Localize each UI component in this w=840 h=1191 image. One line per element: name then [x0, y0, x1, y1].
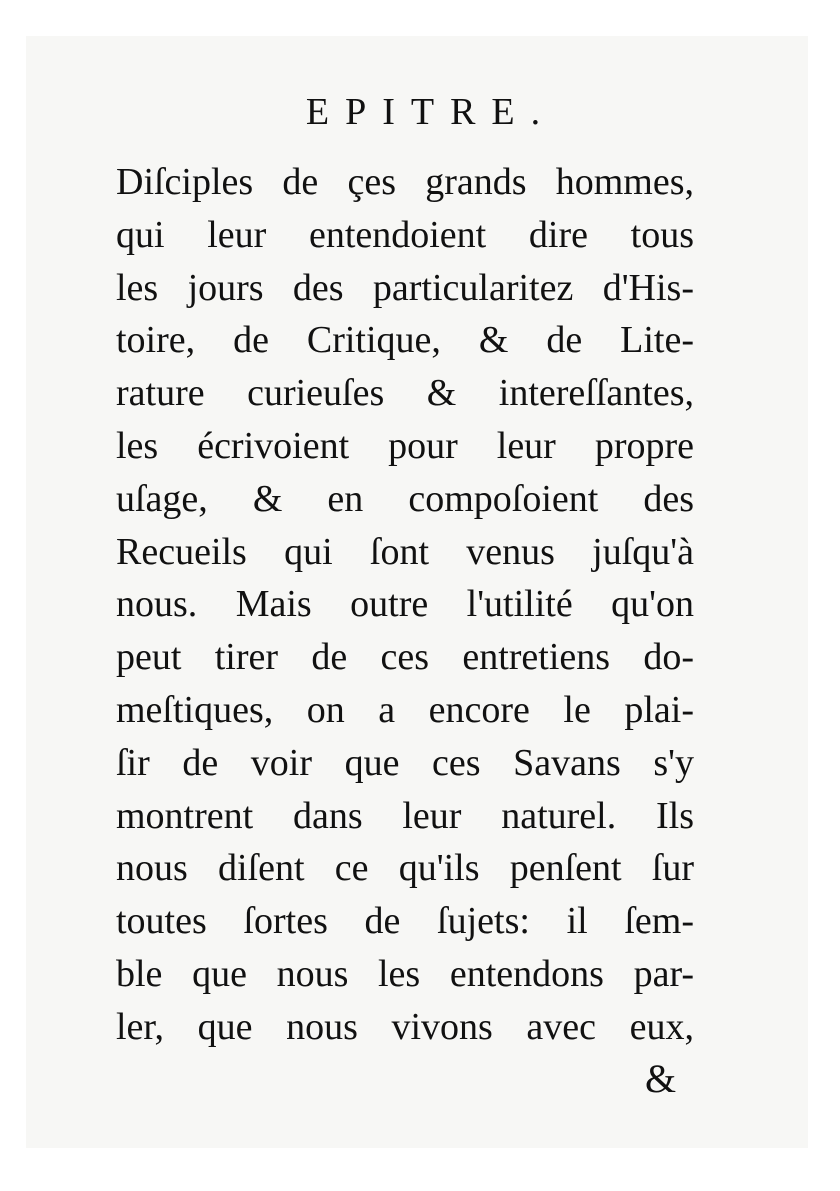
- text-line: qui leur entendoient dire tous: [116, 213, 694, 256]
- body-text: [116, 156, 694, 1054]
- text-line: ble que nous les entendons par-: [116, 952, 694, 995]
- text-line: toutes ſortes de ſujets: il ſem-: [116, 900, 694, 943]
- text-line: toire, de Critique, & de Lite-: [116, 319, 694, 362]
- page-header: EPITRE.: [305, 91, 557, 133]
- text-line: ler, que nous vivons avec eux,: [116, 1005, 694, 1048]
- text-line: peut tirer de ces entretiens do-: [116, 636, 694, 679]
- catchword: &: [645, 1056, 677, 1101]
- text-line: les jours des particularitez d'His-: [116, 266, 694, 309]
- text-line: meſtiques, on a encore le plai-: [116, 688, 694, 731]
- text-line: ſir de voir que ces Savans s'y: [116, 741, 694, 784]
- text-line: uſage, & en compoſoient des: [116, 477, 694, 520]
- text-line: rature curieuſes & intereſſantes,: [116, 372, 694, 415]
- text-line: Diſciples de çes grands hommes,: [116, 161, 694, 203]
- text-line: montrent dans leur naturel. Ils: [116, 794, 694, 837]
- text-line: les écrivoient pour leur propre: [116, 424, 694, 467]
- text-line: Recueils qui ſont venus juſqu'à: [116, 530, 694, 573]
- text-line: nous diſent ce qu'ils penſent ſur: [116, 847, 694, 890]
- text-line: nous. Mais outre l'utilité qu'on: [116, 583, 694, 626]
